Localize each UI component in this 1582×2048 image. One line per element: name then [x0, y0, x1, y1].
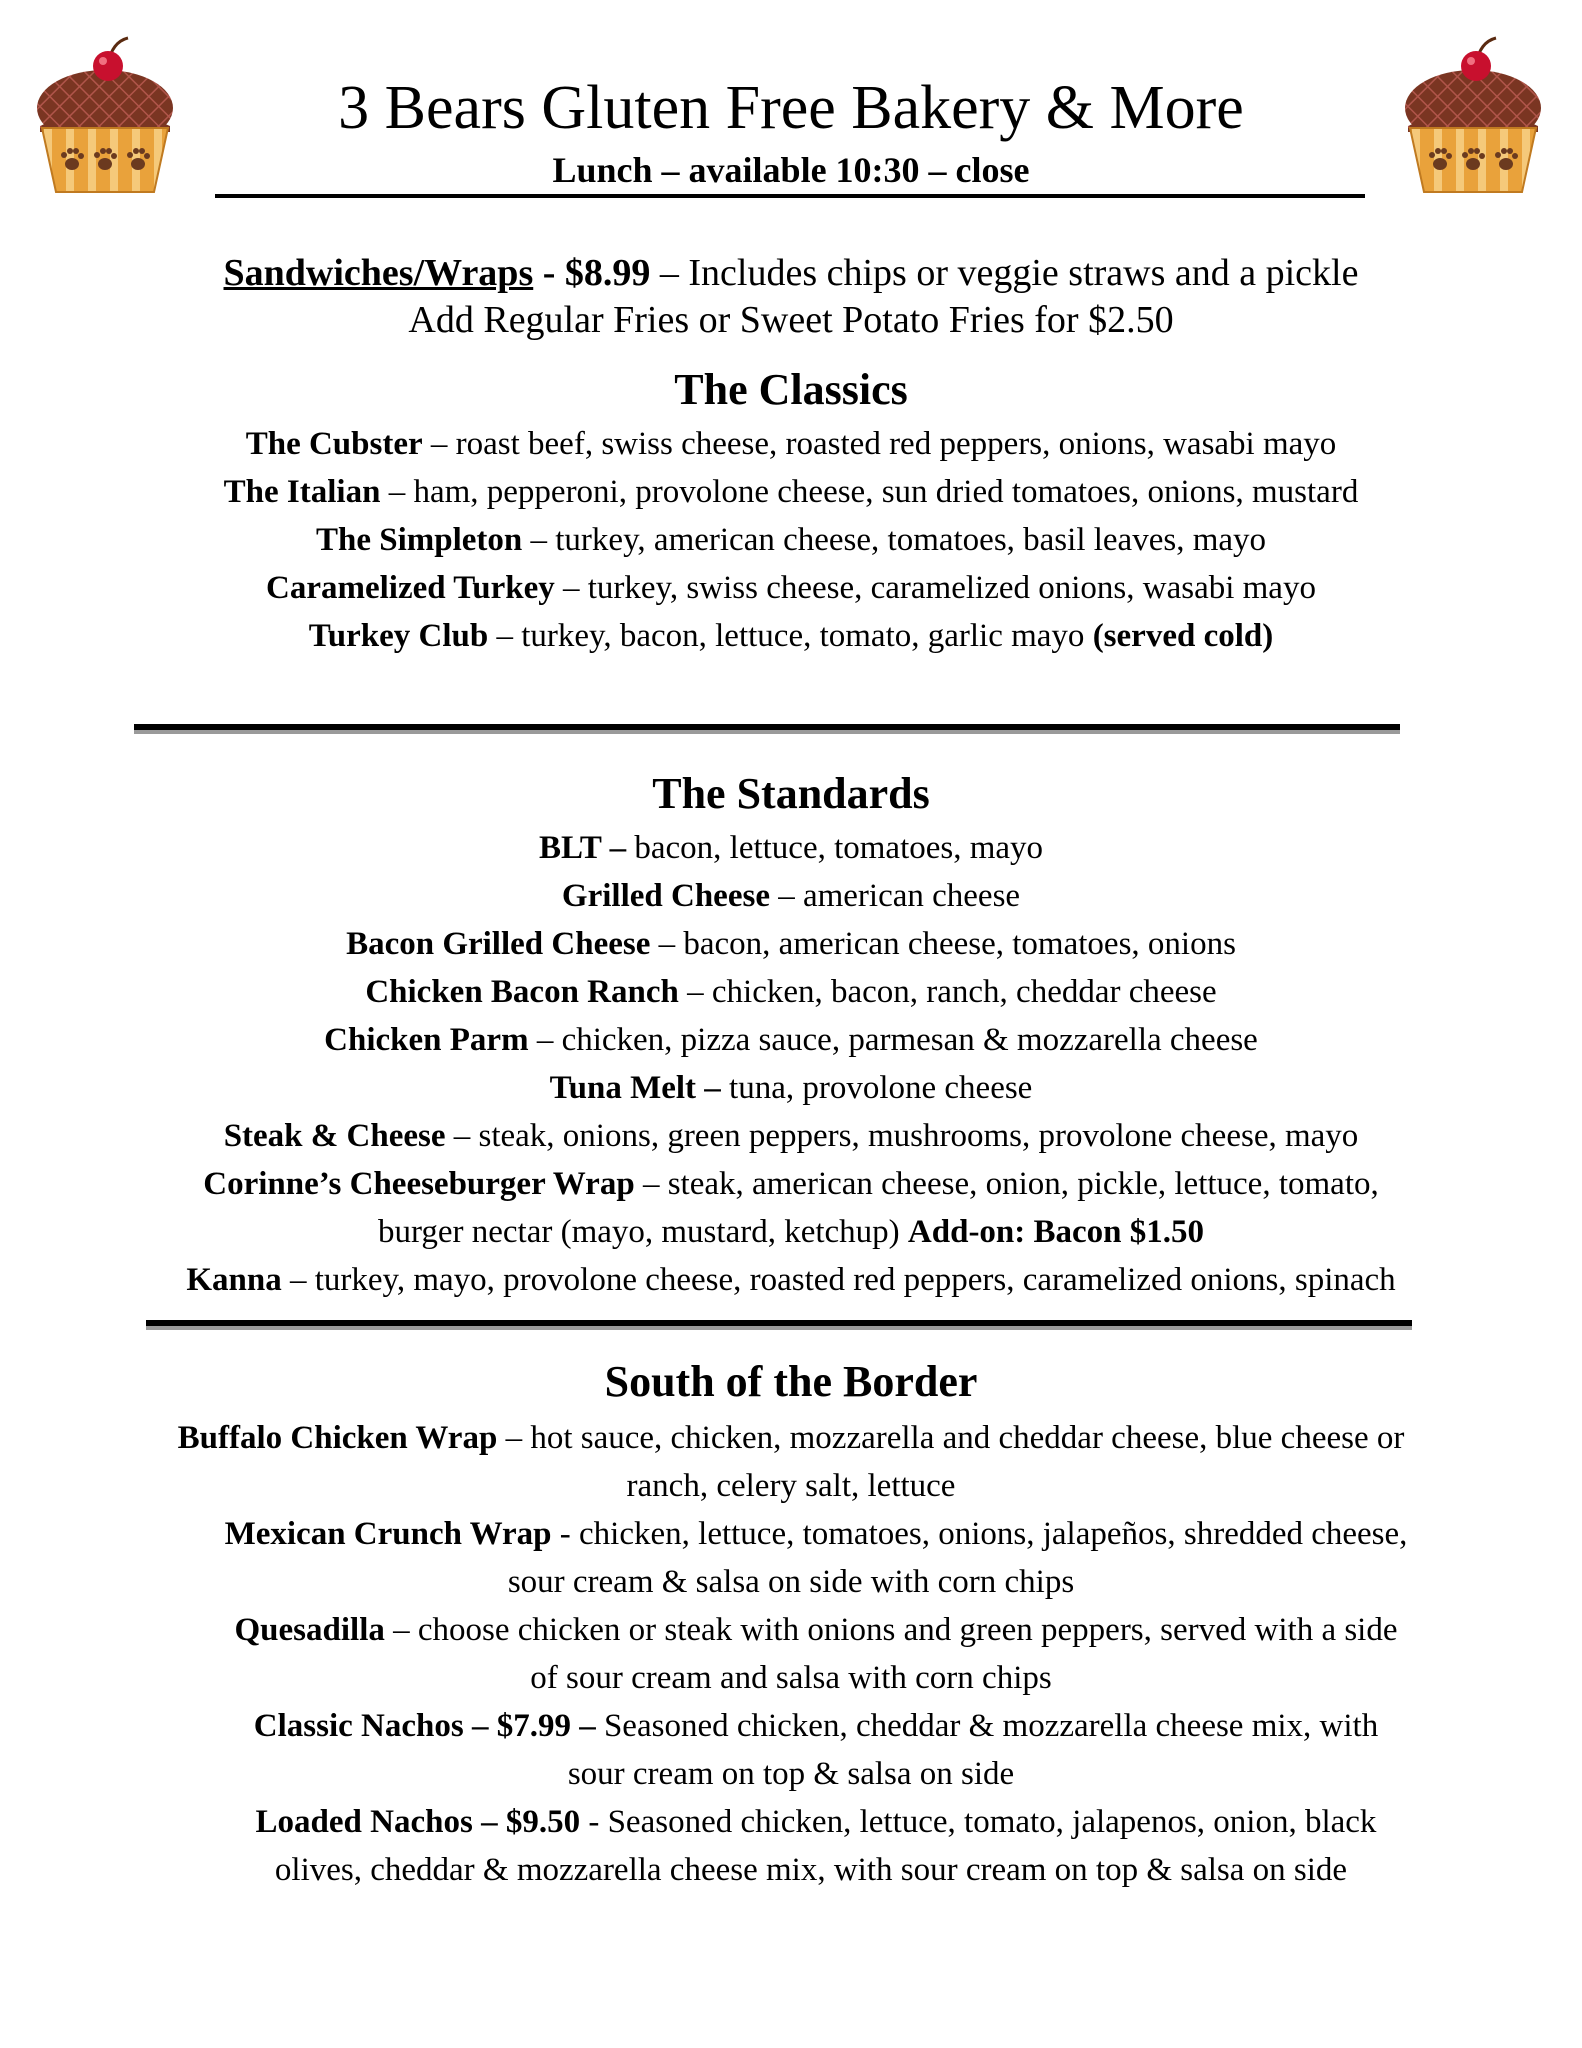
- item-addon: Add-on: Bacon $1.50: [907, 1214, 1205, 1250]
- list-item: [0, 516, 1582, 564]
- item-desc: – turkey, mayo, provolone cheese, roasted red peppers, caramelized onions, spinach: [281, 1262, 1396, 1298]
- list-item: [0, 1414, 1582, 1462]
- list-item: [0, 920, 1582, 968]
- item-desc: – turkey, american cheese, tomatoes, basil leaves, mayo: [522, 522, 1267, 558]
- list-item: [0, 612, 1582, 660]
- list-item: [0, 824, 1582, 872]
- item-name: Mexican Crunch Wrap: [224, 1516, 552, 1552]
- list-item: [0, 1064, 1582, 1112]
- section-title-border: South of the Border: [604, 1357, 978, 1406]
- intro-line-1: [0, 250, 1582, 297]
- list-item: [0, 968, 1582, 1016]
- item-desc: Seasoned chicken, cheddar & mozzarella cheese mix, with: [595, 1708, 1379, 1744]
- item-desc: – turkey, bacon, lettuce, tomato, garlic mayo: [488, 618, 1093, 654]
- item-name: Caramelized Turkey: [266, 570, 555, 606]
- item-name: Buffalo Chicken Wrap: [177, 1420, 498, 1456]
- item-name: Bacon Grilled Cheese: [346, 926, 651, 962]
- category-price: - $8.99: [533, 252, 651, 294]
- list-item-continued: [0, 1750, 1582, 1798]
- item-desc: – steak, onions, green peppers, mushrooms, provolone cheese, mayo: [445, 1118, 1359, 1154]
- list-item-continued: [0, 1208, 1582, 1256]
- border-list: [0, 1414, 1582, 1894]
- category-label: Sandwiches/Wraps: [223, 252, 534, 294]
- item-desc: – hot sauce, chicken, mozzarella and cheddar cheese, blue cheese or: [497, 1420, 1405, 1456]
- item-name: Kanna: [186, 1262, 282, 1298]
- list-item: [0, 468, 1582, 516]
- item-desc: – steak, american cheese, onion, pickle, lettuce, tomato,: [634, 1166, 1379, 1202]
- list-item: [0, 872, 1582, 920]
- item-name: The Italian: [223, 474, 381, 510]
- item-desc: – choose chicken or steak with onions and green peppers, served with a side: [384, 1612, 1398, 1648]
- item-desc: burger nectar (mayo, mustard, ketchup): [377, 1214, 908, 1250]
- item-desc: - chicken, lettuce, tomatoes, onions, jalapeños, shredded cheese,: [551, 1516, 1408, 1552]
- item-name: Loaded Nachos – $9.50: [255, 1804, 581, 1840]
- item-name: Chicken Bacon Ranch: [365, 974, 679, 1010]
- item-desc: – chicken, pizza sauce, parmesan & mozzarella cheese: [528, 1022, 1258, 1058]
- item-name: Corinne’s Cheeseburger Wrap: [203, 1166, 635, 1202]
- section-divider: [134, 724, 1400, 730]
- item-name: The Simpleton: [315, 522, 523, 558]
- page-subtitle: Lunch – available 10:30 – close: [552, 150, 1030, 190]
- list-item: [0, 1160, 1582, 1208]
- list-item: [0, 1016, 1582, 1064]
- list-item: [0, 1606, 1582, 1654]
- item-name: Steak & Cheese: [223, 1118, 446, 1154]
- section-title-standards: The Standards: [652, 769, 930, 818]
- item-desc: bacon, lettuce, tomatoes, mayo: [626, 830, 1044, 866]
- standards-list: [0, 824, 1582, 1304]
- item-desc: olives, cheddar & mozzarella cheese mix, with sour cream on top & salsa on side: [274, 1852, 1348, 1888]
- item-name: Classic Nachos – $7.99 –: [253, 1708, 596, 1744]
- list-item: [0, 1702, 1582, 1750]
- item-name: Chicken Parm: [324, 1022, 529, 1058]
- item-desc: of sour cream and salsa with corn chips: [530, 1660, 1052, 1696]
- item-desc: – roast beef, swiss cheese, roasted red peppers, onions, wasabi mayo: [422, 426, 1337, 462]
- item-desc: sour cream on top & salsa on side: [567, 1756, 1015, 1792]
- item-name: Turkey Club: [308, 618, 489, 654]
- item-desc: – american cheese: [769, 878, 1021, 914]
- list-item-continued: [0, 1846, 1582, 1894]
- section-divider: [146, 1320, 1412, 1326]
- list-item-continued: [0, 1558, 1582, 1606]
- list-item: [0, 1256, 1582, 1304]
- item-name: Grilled Cheese: [561, 878, 770, 914]
- list-item: [0, 1798, 1582, 1846]
- page-title: 3 Bears Gluten Free Bakery & More: [338, 74, 1244, 142]
- header-rule: [215, 194, 1365, 198]
- item-name: The Cubster: [245, 426, 423, 462]
- classics-list: [0, 420, 1582, 660]
- item-desc: – chicken, bacon, ranch, cheddar cheese: [678, 974, 1217, 1010]
- list-item: [0, 1112, 1582, 1160]
- section-title-classics: The Classics: [674, 365, 908, 414]
- item-desc: – bacon, american cheese, tomatoes, onions: [650, 926, 1236, 962]
- item-name: Quesadilla: [234, 1612, 385, 1648]
- item-desc: ranch, celery salt, lettuce: [626, 1468, 956, 1504]
- item-desc: – ham, pepperoni, provolone cheese, sun dried tomatoes, onions, mustard: [380, 474, 1359, 510]
- list-item: [0, 564, 1582, 612]
- list-item: [0, 420, 1582, 468]
- item-name: BLT –: [538, 830, 627, 866]
- list-item: [0, 1510, 1582, 1558]
- item-desc: sour cream & salsa on side with corn chips: [507, 1564, 1075, 1600]
- sandwiches-intro: [0, 250, 1582, 344]
- intro-addon: Add Regular Fries or Sweet Potato Fries for $2.50: [408, 299, 1174, 341]
- item-desc: tuna, provolone cheese: [720, 1070, 1033, 1106]
- category-includes: – Includes chips or veggie straws and a pickle: [650, 252, 1359, 294]
- item-desc: - Seasoned chicken, lettuce, tomato, jalapenos, onion, black: [580, 1804, 1377, 1840]
- item-desc: – turkey, swiss cheese, caramelized onions, wasabi mayo: [554, 570, 1316, 606]
- list-item-continued: [0, 1462, 1582, 1510]
- list-item-continued: [0, 1654, 1582, 1702]
- item-name: Tuna Melt –: [549, 1070, 721, 1106]
- item-note: (served cold): [1092, 618, 1274, 654]
